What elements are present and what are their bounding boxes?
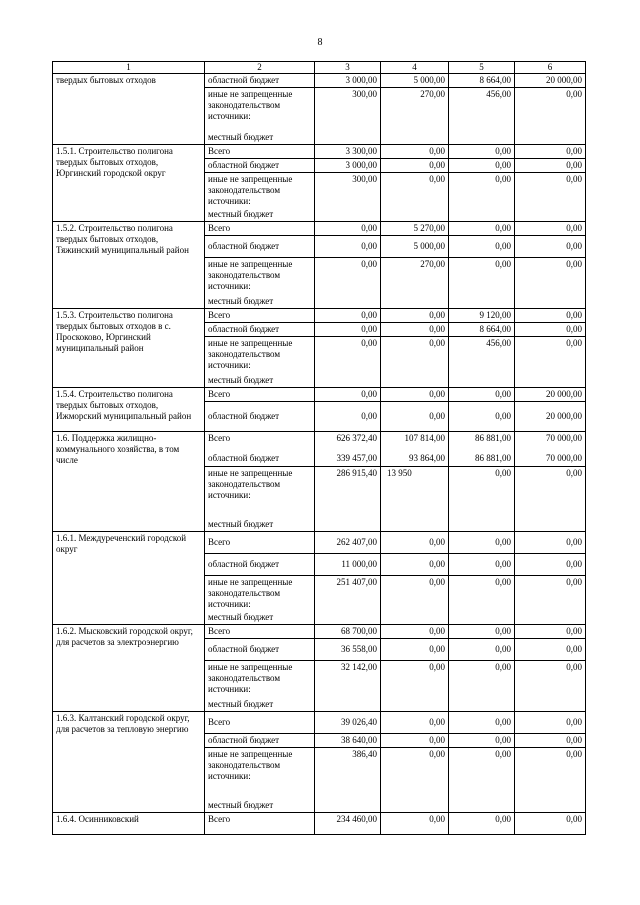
value-cell: 0,00 [449, 402, 515, 432]
source-text: Всего [208, 433, 231, 443]
value-cell: 0,00 [315, 309, 381, 323]
source-cell [205, 173, 315, 222]
value-text: 70 000,00 [546, 453, 582, 463]
value-cell: 0,00 [315, 337, 381, 388]
value-text: 107 814,00 [404, 433, 445, 443]
value-cell: 0,00 [515, 813, 586, 835]
source-text: областной бюджет [208, 453, 280, 463]
source-text: иные не запрещенные законодательством источники: [208, 259, 293, 291]
source-text: местный бюджет [208, 375, 274, 385]
source-cell: областной бюджет [205, 734, 315, 748]
object-cell: 1.5.4. Строительство полигона твердых бытовых отходов, Ижморский муниципальный район [53, 388, 205, 432]
value-cell: 251 407,00 [315, 576, 381, 625]
value-cell: 0,00 [449, 813, 515, 835]
source-cell: Всего [205, 309, 315, 323]
value-cell: 0,00 [381, 661, 449, 712]
source-cell [205, 88, 315, 145]
source-cell: Всего [205, 222, 315, 236]
value-cell: 0,00 [515, 337, 586, 388]
source-text: иные не запрещенные законодательством источники: [208, 468, 293, 500]
value-cell: 0,00 [515, 159, 586, 173]
object-cell: твердых бытовых отходов [53, 74, 205, 145]
value-cell: 0,00 [515, 576, 586, 625]
value-cell: 9 120,00 [449, 309, 515, 323]
value-cell: 234 460,00 [315, 813, 381, 835]
value-cell: 0,00 [381, 813, 449, 835]
value-cell: 3 000,00 [315, 159, 381, 173]
value-cell: 0,00 [515, 734, 586, 748]
value-cell: 0,00 [381, 576, 449, 625]
value-cell: 0,00 [515, 173, 586, 222]
value-cell: 0,00 [515, 712, 586, 734]
value-cell: 5 000,00 [381, 74, 449, 88]
source-cell: областной бюджет [205, 74, 315, 88]
source-cell [205, 258, 315, 309]
value-cell: 0,00 [515, 661, 586, 712]
value-cell: 0,00 [381, 402, 449, 432]
value-cell: 456,00 [449, 337, 515, 388]
page-number: 8 [317, 37, 323, 48]
value-cell: 0,00 [449, 712, 515, 734]
source-text: иные не запрещенные законодательством источники: [208, 338, 293, 370]
source-cell: областной бюджет [205, 159, 315, 173]
value-cell: 11 000,00 [315, 554, 381, 576]
source-cell: Всего [205, 813, 315, 835]
value-cell [515, 432, 586, 467]
value-cell: 0,00 [449, 625, 515, 639]
value-cell: 0,00 [449, 145, 515, 159]
value-cell: 0,00 [381, 625, 449, 639]
value-cell: 262 407,00 [315, 532, 381, 554]
source-text: иные не запрещенные законодательством источники: [208, 174, 293, 206]
value-cell: 0,00 [315, 388, 381, 402]
value-cell: 0,00 [449, 236, 515, 258]
value-text: 339 457,00 [336, 453, 377, 463]
source-cell: Всего [205, 388, 315, 402]
value-cell: 0,00 [315, 402, 381, 432]
object-cell: 1.6.2. Мысковский городской округ, для расчетов за электроэнергию [53, 625, 205, 712]
value-cell: 0,00 [381, 388, 449, 402]
value-cell: 0,00 [381, 748, 449, 813]
object-cell: 1.6. Поддержка жилищно-коммунального хозяйства, в том числе [53, 432, 205, 532]
value-cell: 0,00 [449, 576, 515, 625]
source-text: иные не запрещенные законодательством источники: [208, 662, 293, 694]
source-cell [205, 576, 315, 625]
value-cell: 36 558,00 [315, 639, 381, 661]
source-cell: Всего [205, 712, 315, 734]
value-cell: 0,00 [449, 661, 515, 712]
source-text: местный бюджет [208, 612, 274, 622]
value-cell: 0,00 [315, 236, 381, 258]
value-cell: 0,00 [381, 173, 449, 222]
object-cell: 1.6.1. Междуреченский городской округ [53, 532, 205, 625]
source-text: местный бюджет [208, 132, 274, 142]
source-cell: областной бюджет [205, 639, 315, 661]
value-cell: 0,00 [515, 222, 586, 236]
table-row [53, 813, 586, 835]
source-text: местный бюджет [208, 800, 274, 810]
value-cell: 0,00 [449, 222, 515, 236]
value-cell: 0,00 [449, 639, 515, 661]
source-cell: Всего [205, 625, 315, 639]
value-cell: 0,00 [381, 532, 449, 554]
value-cell: 0,00 [381, 734, 449, 748]
value-cell: 0,00 [449, 173, 515, 222]
value-cell: 0,00 [515, 532, 586, 554]
value-cell: 0,00 [515, 258, 586, 309]
column-header: 4 [381, 62, 449, 74]
source-text: иные не запрещенные законодательством источники: [208, 749, 293, 781]
value-cell [381, 432, 449, 467]
value-cell: 0,00 [515, 309, 586, 323]
source-cell [205, 337, 315, 388]
table-row [53, 432, 586, 467]
value-cell: 0,00 [515, 323, 586, 337]
value-cell: 0,00 [315, 323, 381, 337]
value-text: 93 864,00 [409, 453, 445, 463]
value-cell: 456,00 [449, 88, 515, 145]
value-cell: 0,00 [449, 748, 515, 813]
value-cell: 0,00 [449, 554, 515, 576]
column-header: 6 [515, 62, 586, 74]
value-cell: 270,00 [381, 258, 449, 309]
value-cell: 300,00 [315, 173, 381, 222]
value-cell [315, 432, 381, 467]
source-text: местный бюджет [208, 209, 274, 219]
value-cell: 0,00 [449, 388, 515, 402]
source-text: местный бюджет [208, 699, 274, 709]
column-header: 3 [315, 62, 381, 74]
value-cell: 0,00 [315, 258, 381, 309]
value-cell: 20 000,00 [515, 402, 586, 432]
source-cell: Всего [205, 145, 315, 159]
value-cell: 5 270,00 [381, 222, 449, 236]
object-cell: 1.5.2. Строительство полигона твердых бытовых отходов, Тяжинский муниципальный район [53, 222, 205, 309]
value-cell: 13 950 [381, 467, 449, 532]
value-cell: 8 664,00 [449, 74, 515, 88]
object-cell: 1.6.3. Калтанский городской округ, для расчетов за тепловую энергию [53, 712, 205, 813]
value-cell: 0,00 [381, 145, 449, 159]
value-cell: 0,00 [381, 639, 449, 661]
value-cell: 0,00 [515, 748, 586, 813]
value-cell: 0,00 [381, 712, 449, 734]
value-cell: 5 000,00 [381, 236, 449, 258]
value-cell: 0,00 [381, 309, 449, 323]
source-cell: областной бюджет [205, 323, 315, 337]
value-cell: 0,00 [515, 88, 586, 145]
table-row [53, 74, 586, 88]
object-cell: 1.5.1. Строительство полигона твердых бытовых отходов, Юргинский городской округ [53, 145, 205, 222]
source-text: иные не запрещенные законодательством источники: [208, 577, 293, 609]
value-cell: 32 142,00 [315, 661, 381, 712]
table-row [53, 145, 586, 159]
source-cell [205, 748, 315, 813]
object-cell: 1.6.4. Осинниковский [53, 813, 205, 835]
value-cell: 0,00 [449, 467, 515, 532]
value-cell: 0,00 [515, 145, 586, 159]
value-cell: 0,00 [449, 532, 515, 554]
value-cell: 0,00 [515, 467, 586, 532]
value-cell: 300,00 [315, 88, 381, 145]
column-header-row [53, 62, 586, 74]
value-cell: 0,00 [449, 734, 515, 748]
value-cell: 68 700,00 [315, 625, 381, 639]
budget-table [52, 61, 586, 835]
value-cell: 0,00 [515, 625, 586, 639]
value-cell: 0,00 [381, 554, 449, 576]
source-cell: областной бюджет [205, 236, 315, 258]
source-text: местный бюджет [208, 519, 274, 529]
table-row [53, 712, 586, 734]
column-header: 1 [53, 62, 205, 74]
value-cell: 38 640,00 [315, 734, 381, 748]
value-cell: 8 664,00 [449, 323, 515, 337]
table-row [53, 388, 586, 402]
value-cell: 0,00 [515, 236, 586, 258]
value-text: 86 881,00 [475, 453, 511, 463]
value-cell: 0,00 [515, 639, 586, 661]
source-cell [205, 661, 315, 712]
value-cell: 0,00 [315, 222, 381, 236]
value-cell: 3 300,00 [315, 145, 381, 159]
value-cell: 386,40 [315, 748, 381, 813]
source-text: местный бюджет [208, 296, 274, 306]
value-text: 626 372,40 [336, 433, 377, 443]
source-cell: областной бюджет [205, 554, 315, 576]
source-cell: областной бюджет [205, 402, 315, 432]
value-text: 86 881,00 [475, 433, 511, 443]
table-row [53, 222, 586, 236]
value-cell: 286 915,40 [315, 467, 381, 532]
source-cell [205, 432, 315, 467]
value-cell: 20 000,00 [515, 74, 586, 88]
value-cell: 0,00 [449, 159, 515, 173]
value-cell [449, 432, 515, 467]
value-cell: 0,00 [381, 337, 449, 388]
source-cell: Всего [205, 532, 315, 554]
table-row [53, 625, 586, 639]
source-cell [205, 467, 315, 532]
value-cell: 270,00 [381, 88, 449, 145]
value-cell: 0,00 [381, 159, 449, 173]
value-cell: 39 026,40 [315, 712, 381, 734]
value-cell: 0,00 [515, 554, 586, 576]
column-header: 2 [205, 62, 315, 74]
value-cell: 0,00 [381, 323, 449, 337]
table-row [53, 532, 586, 554]
object-cell: 1.5.3. Строительство полигона твердых бытовых отходов в с. Проскоково, Юргинский муниципальный район [53, 309, 205, 388]
value-cell: 0,00 [449, 258, 515, 309]
value-cell: 20 000,00 [515, 388, 586, 402]
column-header: 5 [449, 62, 515, 74]
source-text: иные не запрещенные законодательством источники: [208, 89, 293, 121]
value-text: 70 000,00 [546, 433, 582, 443]
value-cell: 3 000,00 [315, 74, 381, 88]
table-row [53, 309, 586, 323]
